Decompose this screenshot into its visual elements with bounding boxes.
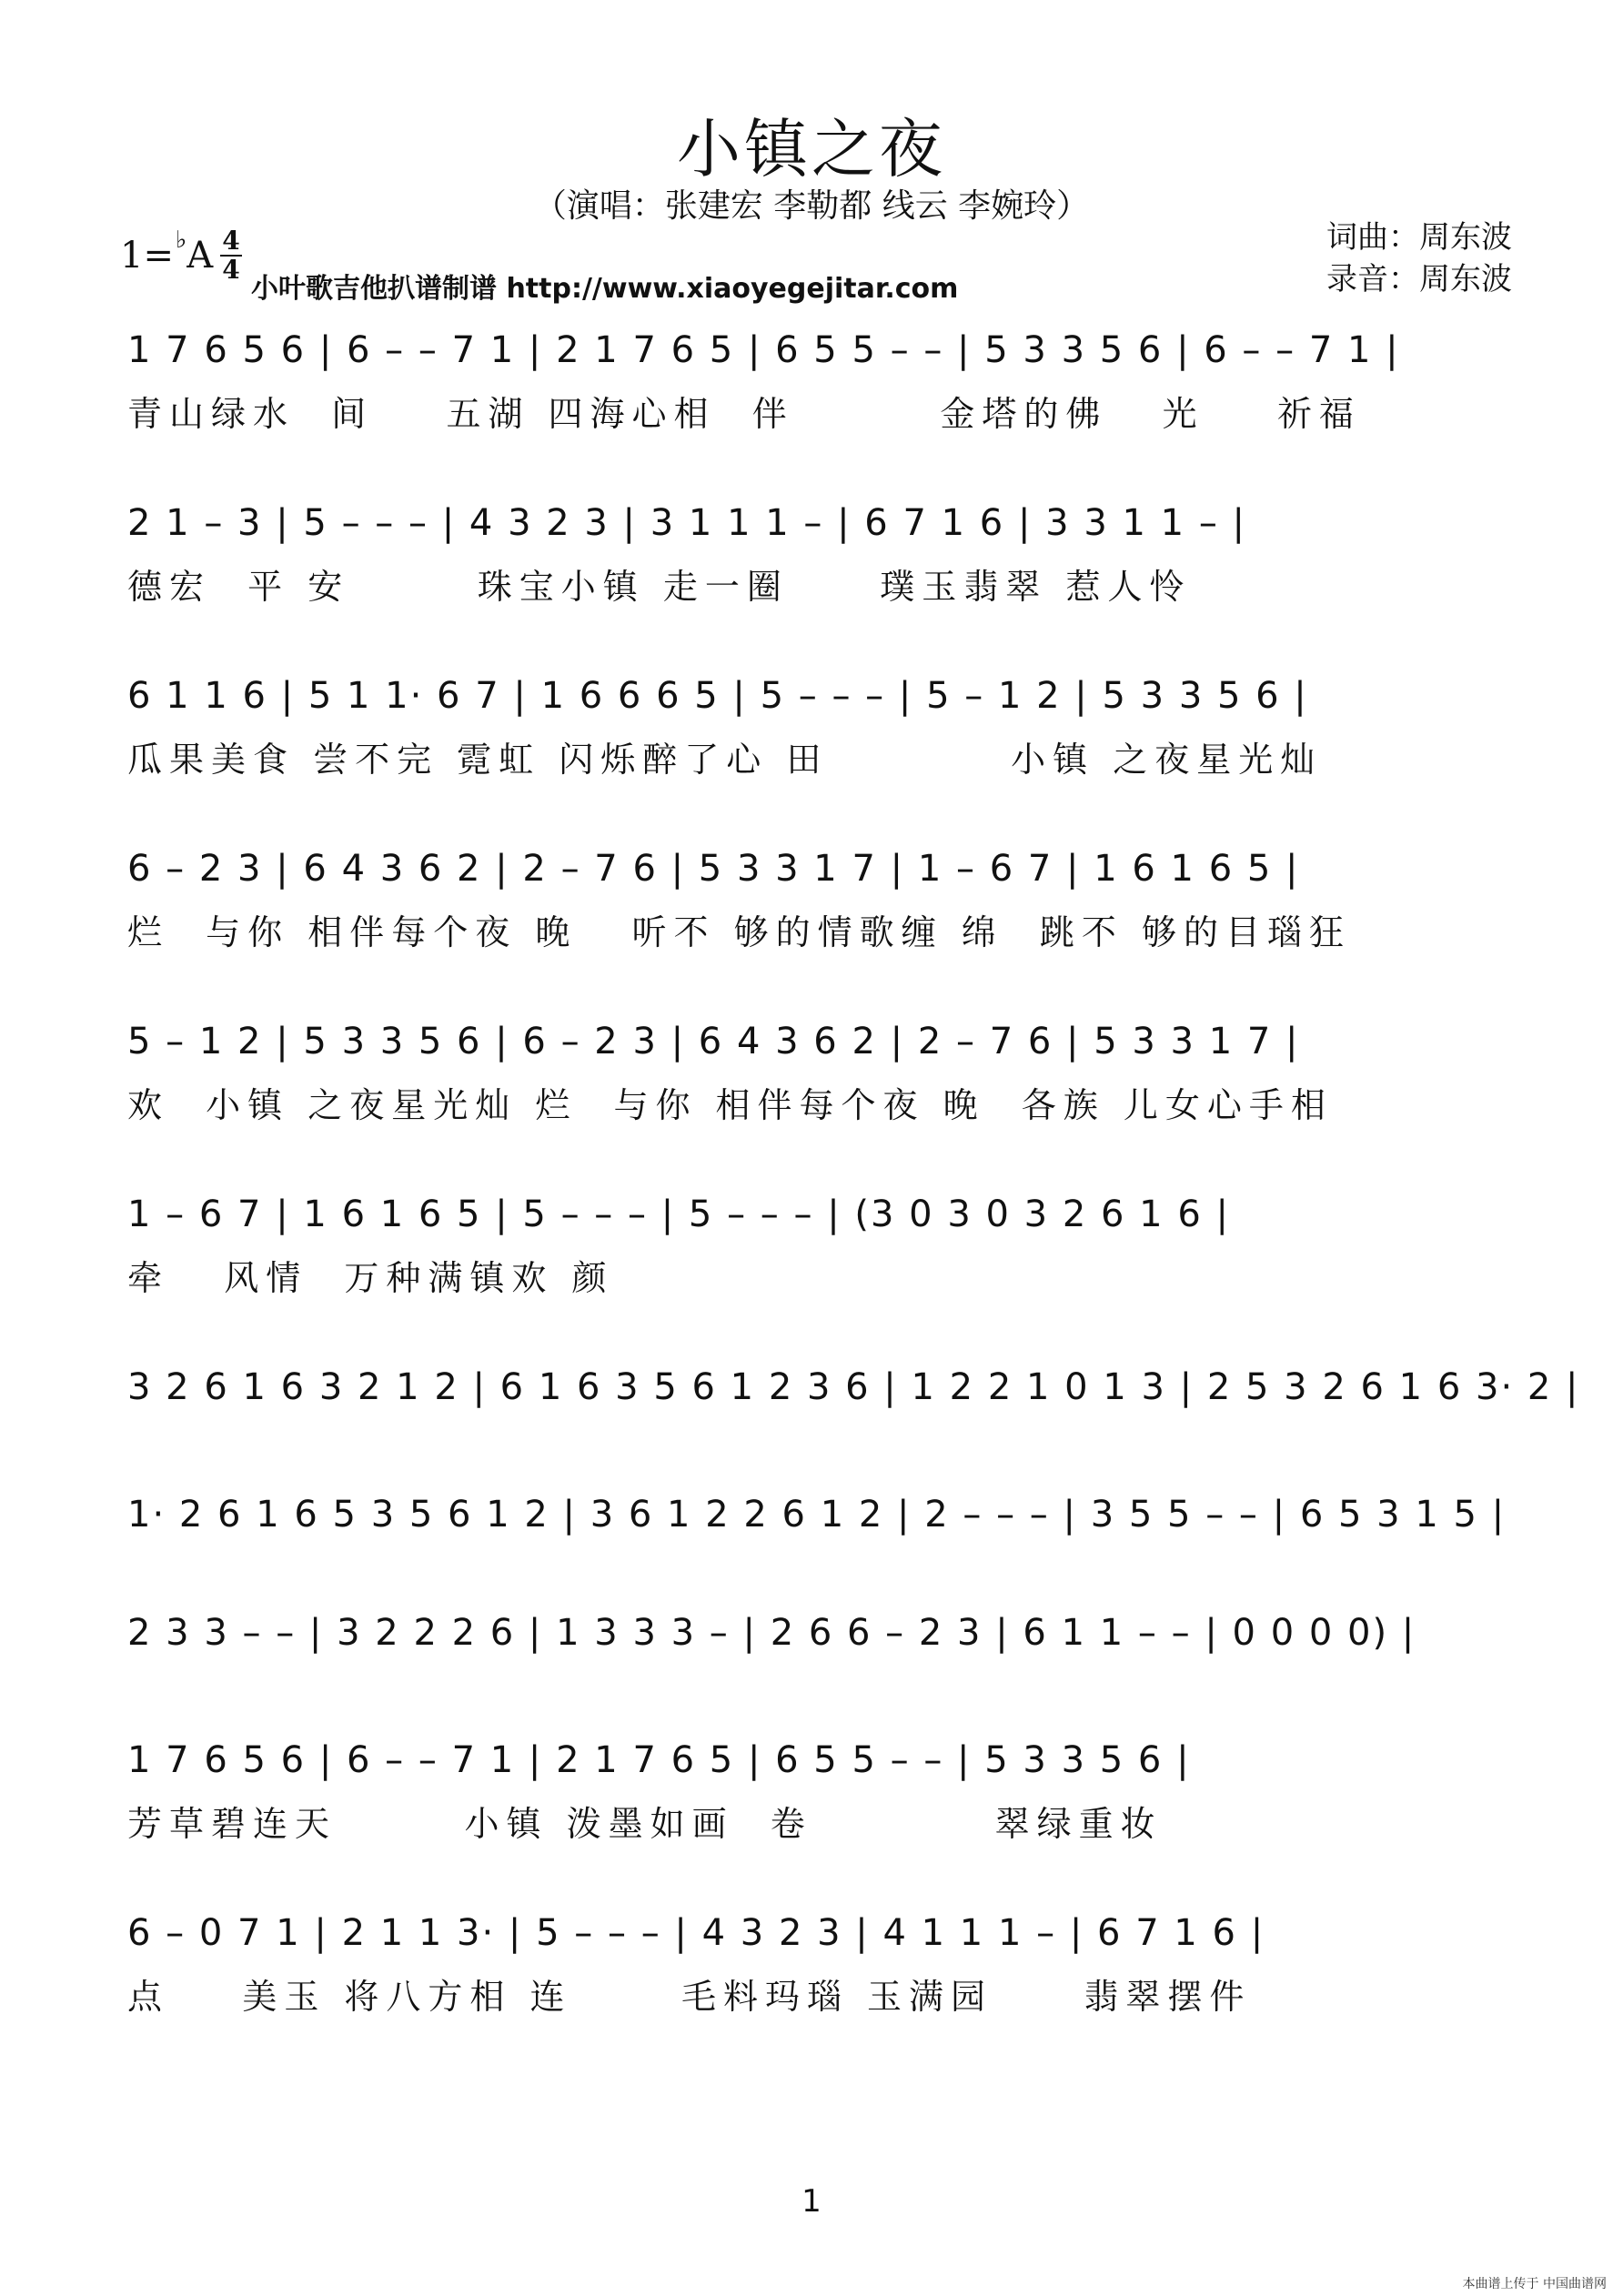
credits: [1326, 217, 1512, 300]
lyrics-line: 点 美玉 将八方相 连 毛料玛瑙 玉满园 翡翠摆件: [127, 1977, 1252, 2017]
notation-text: 6 1 1 6 | 5 1 1· 6 7 | 1 6 6 6 5 | 5 – – – | 5 – 1 2 | 5 3 3 5 6 |: [127, 675, 1308, 717]
score-system: [127, 318, 1514, 437]
notation-line: [127, 1901, 1514, 1965]
notation-text: 6 – 2 3 | 6 4 3 6 2 | 2 – 7 6 | 5 3 3 1 7 | 1 – 6 7 | 1 6 1 6 5 |: [127, 848, 1300, 890]
notation-line: [127, 1183, 1514, 1246]
time-signature: [220, 227, 242, 284]
score-system: [127, 1183, 1514, 1301]
notation-line: [127, 1728, 1514, 1792]
lyrics-line: 芳草碧连天 小镇 泼墨如画 卷 翠绿重妆: [127, 1804, 1163, 1844]
time-bottom: 4: [222, 255, 240, 285]
score-system: [127, 837, 1514, 955]
page-number: 1: [801, 2183, 822, 2220]
key-signature: [120, 227, 214, 277]
notation-line: [127, 1355, 1580, 1419]
notation-line: [127, 318, 1514, 382]
lyrics-line: 青山绿水 间 五湖 四海心相 伴 金塔的佛 光 祈福: [127, 394, 1361, 434]
time-top: 4: [222, 226, 240, 256]
score-system: [127, 1601, 1514, 1665]
score-system: [127, 664, 1514, 782]
score-system: [127, 1728, 1514, 1847]
recording: 录音：周东波: [1326, 261, 1512, 297]
notation-text: 3 2 6 1 6 3 2 1 2 | 6 1 6 3 5 6 1 2 3 6 | 1 2 2 1 0 1 3 | 2 5 3 2 6 1 6 3· 2 |: [127, 1366, 1580, 1408]
notation-text: 1 7 6 5 6 | 6 – – 7 1 | 2 1 7 6 5 | 6 5 5 – – | 5 3 3 5 6 | 6 – – 7 1 |: [127, 329, 1400, 371]
song-title: 小镇之夜: [677, 112, 946, 186]
key-label: 1=: [120, 235, 174, 277]
lyrics-line: 欢 小镇 之夜星光灿 烂 与你 相伴每个夜 晚 各族 儿女心手相: [127, 1085, 1333, 1125]
notation-line: [127, 837, 1514, 901]
key-note: A: [186, 235, 214, 277]
score-system: [127, 1355, 1580, 1419]
lyrics-line: 瓜果美食 尝不完 霓虹 闪烁醉了心 田 小镇 之夜星光灿: [127, 740, 1323, 780]
notation-text: 1· 2 6 1 6 5 3 5 6 1 2 | 3 6 1 2 2 6 1 2 | 2 – – – | 3 5 5 – – | 6 5 3 1 5 |: [127, 1494, 1507, 1536]
notation-text: 5 – 1 2 | 5 3 3 5 6 | 6 – 2 3 | 6 4 3 6 2 | 2 – 7 6 | 5 3 3 1 7 |: [127, 1021, 1300, 1062]
notation-text: 1 7 6 5 6 | 6 – – 7 1 | 2 1 7 6 5 | 6 5 5 – – | 5 3 3 5 6 |: [127, 1739, 1191, 1781]
score-system: [127, 1483, 1514, 1546]
lyricist: 词曲：周东波: [1326, 219, 1512, 256]
transcriber: 小叶歌吉他扒谱制谱 http://www.xiaoyegejitar.com: [251, 273, 959, 305]
score-system: [127, 1901, 1514, 2019]
notation-line: [127, 491, 1514, 555]
lyrics-line: 德宏 平 安 珠宝小镇 走一圈 璞玉翡翠 惹人怜: [127, 567, 1192, 607]
notation-text: 2 3 3 – – | 3 2 2 2 6 | 1 3 3 3 – | 2 6 6 – 2 3 | 6 1 1 – – | 0 0 0 0) |: [127, 1612, 1416, 1654]
lyrics-line: 牵 风情 万种满镇欢 颜: [127, 1258, 614, 1298]
notation-text: 1 – 6 7 | 1 6 1 6 5 | 5 – – – | 5 – – – | (3 0 3 0 3 2 6 1 6 |: [127, 1193, 1230, 1235]
notation-line: [127, 1010, 1514, 1073]
notation-text: 6 – 0 7 1 | 2 1 1 3· | 5 – – – | 4 3 2 3 | 4 1 1 1 – | 6 7 1 6 |: [127, 1912, 1265, 1954]
lyrics-line: 烂 与你 相伴每个夜 晚 听不 够的情歌缠 绵 跳不 够的目瑙狂: [127, 912, 1351, 952]
notation-text: 2 1 – 3 | 5 – – – | 4 3 2 3 | 3 1 1 1 – | 6 7 1 6 | 3 3 1 1 – |: [127, 502, 1247, 544]
score-system: [127, 1010, 1514, 1128]
notation-line: [127, 664, 1514, 728]
flat-sign: ♭: [175, 227, 187, 254]
score-system: [127, 491, 1514, 609]
upload-footer: 本曲谱上传于 中国曲谱网: [1462, 2277, 1607, 2291]
performers: （演唱：张建宏 李勒都 线云 李婉玲）: [533, 187, 1090, 225]
notation-line: [127, 1601, 1514, 1665]
notation-line: [127, 1483, 1514, 1546]
